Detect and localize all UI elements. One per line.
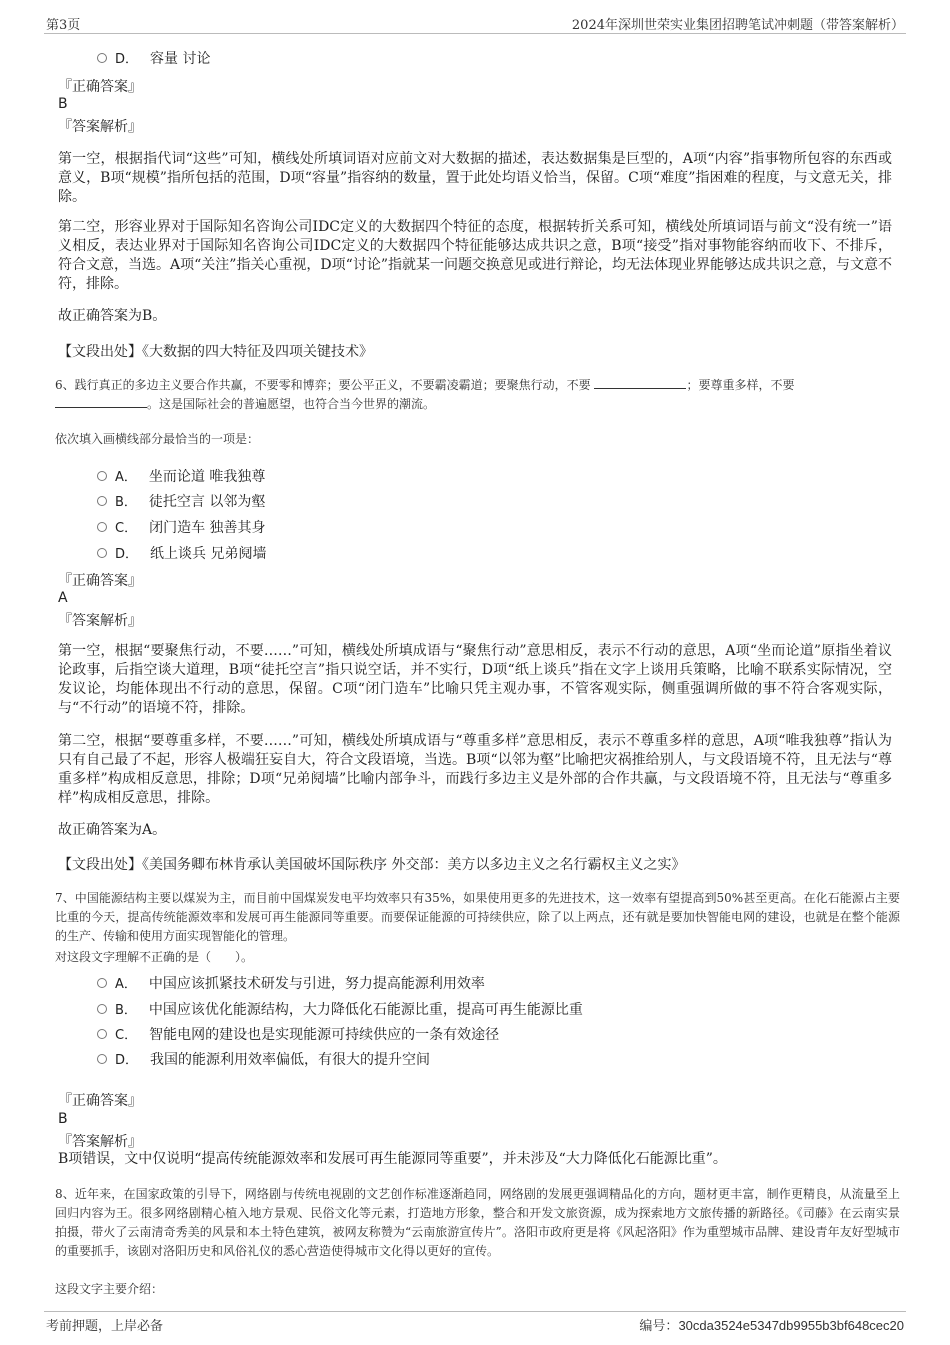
q7-answer-label: 『正确答案』 [58, 1093, 142, 1109]
q6-analysis-paragraph-2: 第二空，根据“要尊重多样，不要……”可知，横线处所填成语与“尊重多样”意思相反，表示不尊重多样的意思，A项“唯我独尊”指认为只有自己最了不起，形容人极端狂妄自大，符合文段语境，当选。B项“以邻为壑”比喻把灾祸推给别人，与文段语境不符，且无法与“尊重多样”构成相反意思，排除；D项“兄弟阋墙”比喻内部争斗，而践行多边主义是外部的合作共赢，与文段语境不符，且无法与“尊重多样”构成相反意思，排除。 [58, 733, 892, 806]
radio-icon[interactable] [97, 1054, 107, 1064]
q6-stem-part-2: ；要尊重多样，不要 [686, 378, 795, 392]
option-key: C． [115, 1028, 138, 1043]
q6-stem-part-1: 6、践行真正的多边主义要合作共赢，不要零和博弈；要公平正义，不要霸凌霸道；要聚焦行动，不要 [55, 378, 591, 392]
q5-option-d[interactable] [97, 48, 210, 68]
q7-analysis-label: 『答案解析』 [58, 1134, 142, 1150]
q6-option-a[interactable] [97, 466, 265, 486]
option-key: A． [115, 470, 137, 485]
page-number: 第3页 [46, 18, 81, 33]
q7-prompt: 对这段文字理解不正确的是（ ）。 [55, 950, 254, 964]
option-key: B． [115, 495, 137, 510]
q6-option-c[interactable] [97, 517, 266, 537]
q5-source: 【文段出处】《大数据的四大特征及四项关键技术》 [58, 344, 373, 360]
option-key: D． [115, 547, 139, 562]
option-text: 智能电网的建设也是实现能源可持续供应的一条有效途径 [149, 1027, 500, 1043]
radio-icon[interactable] [97, 53, 107, 63]
q6-answer-label: 『正确答案』 [58, 573, 142, 589]
footer-code [639, 1315, 904, 1334]
q6-option-d[interactable] [97, 543, 266, 563]
radio-icon[interactable] [97, 522, 107, 532]
q6-stem [55, 376, 900, 414]
option-text: 闭门造车 独善其身 [149, 520, 266, 536]
q7-option-d[interactable] [97, 1049, 430, 1069]
option-key: D． [115, 1053, 139, 1068]
option-text: 中国应该抓紧技术研发与引进，努力提高能源利用效率 [148, 976, 485, 992]
radio-icon[interactable] [97, 471, 107, 481]
fill-blank [55, 395, 147, 408]
q7-stem: 7、中国能源结构主要以煤炭为主，而目前中国煤炭发电平均效率只有35%，如果使用更多的先进技术，这一效率有望提高到50%甚至更高。在化石能源占主要比重的今天，提高传统能源效率和发展可再生能源同等重要。而要保证能源的可持续供应，除了以上两点，还有就是要加快智能电网的建设，也就是在整个能源的生产、传输和使用方面实现智能化的管理。 [55, 891, 900, 943]
q6-analysis-paragraph-1: 第一空，根据“要聚焦行动，不要……”可知，横线处所填成语与“聚焦行动”意思相反，表示不行动的意思，A项“坐而论道”原指坐着议论政事，后指空谈大道理，B项“徒托空言”指只说空话，并不实行，D项“纸上谈兵”指在文字上谈用兵策略，比喻不联系实际情况，空发议论，均能体现出不行动的意思，保留。C项“闭门造车”比喻只凭主观办事，不管客观实际，侧重强调所做的事不符合客观实际，与“不行动”的语境不符，排除。 [58, 643, 892, 716]
q6-stem-part-3: 。这是国际社会的普遍愿望，也符合当今世界的潮流。 [147, 397, 436, 411]
q6-analysis-label: 『答案解析』 [58, 613, 142, 629]
footer-divider [44, 1311, 906, 1312]
q5-answer-value: B [58, 96, 68, 112]
q5-analysis-paragraph-1: 第一空，根据指代词“这些”可知，横线处所填词语对应前文对大数据的描述，表达数据集是巨型的，A项“内容”指事物所包容的东西或意义，B项“规模”指所包括的范围，D项“容量”指容纳的数量，置于此处均语义恰当，保留。C项“难度”指困难的程度，与文意无关，排除。 [58, 151, 892, 205]
option-key: C． [115, 521, 138, 536]
document-title: 2024年深圳世荣实业集团招聘笔试冲刺题（带答案解析） [571, 18, 904, 33]
q7-option-c[interactable] [97, 1024, 499, 1044]
q5-conclusion: 故正确答案为B。 [58, 308, 167, 324]
q6-conclusion: 故正确答案为A。 [58, 822, 167, 838]
option-text: 我国的能源利用效率偏低，有很大的提升空间 [150, 1052, 431, 1068]
radio-icon[interactable] [97, 548, 107, 558]
option-key: B． [115, 1003, 137, 1018]
radio-icon[interactable] [97, 1029, 107, 1039]
option-text: 容量 讨论 [150, 51, 211, 67]
footer-slogan: 考前押题，上岸必备 [46, 1319, 164, 1334]
q7-option-b[interactable] [97, 999, 583, 1019]
footer-code-label: 编号： [639, 1319, 679, 1334]
option-text: 中国应该优化能源结构，大力降低化石能源比重，提高可再生能源比重 [148, 1002, 583, 1018]
radio-icon[interactable] [97, 496, 107, 506]
q8-prompt: 这段文字主要介绍： [55, 1282, 164, 1296]
option-text: 坐而论道 唯我独尊 [148, 469, 266, 485]
q5-analysis-label: 『答案解析』 [58, 119, 142, 135]
q6-prompt: 依次填入画横线部分最恰当的一项是： [55, 432, 260, 446]
option-key: D． [115, 52, 139, 67]
q6-option-b[interactable] [97, 491, 265, 511]
q6-source: 【文段出处】《美国务卿布林肯承认美国破坏国际秩序 外交部：美方以多边主义之名行霸权主义之实》 [58, 857, 686, 873]
option-key: A． [115, 977, 137, 992]
footer-code-value: 30cda3524e5347db9955b3bf648cec20 [678, 1318, 904, 1333]
q7-answer-value: B [58, 1111, 68, 1127]
header-divider [44, 33, 906, 34]
option-text: 徒托空言 以邻为壑 [148, 494, 266, 510]
fill-blank [594, 376, 686, 389]
q6-answer-value: A [58, 590, 68, 606]
q5-analysis-paragraph-2: 第二空，形容业界对于国际知名咨询公司IDC定义的大数据四个特征的态度，根据转折关系可知，横线处所填词语与前文“没有统一”语义相反，表达业界对于国际知名咨询公司IDC定义的大数据四个特征能够达成共识之意，B项“接受”指对事物能容纳而收下、不排斥，符合文意，当选。A项“关注”指关心重视，D项“讨论”指就某一问题交换意见或进行辩论，均无法体现业界能够达成共识之意，与文意不符，排除。 [58, 219, 892, 292]
q7-analysis: B项错误，文中仅说明“提高传统能源效率和发展可再生能源同等重要”，并未涉及“大力降低化石能源比重”。 [58, 1151, 727, 1167]
option-text: 纸上谈兵 兄弟阋墙 [150, 546, 267, 562]
q8-stem: 8、近年来，在国家政策的引导下，网络剧与传统电视剧的文艺创作标准逐渐趋同，网络剧的发展更强调精品化的方向，题材更丰富，制作更精良，从流量至上回归内容为王。很多网络剧精心植入地方景观、民俗文化等元素，打造地方形象，整合和开发文旅资源，成为探索地方文旅传播的新路径。《司藤》在云南实景拍摄，带火了云南清奇秀美的风景和本土特色建筑，被网友称赞为“云南旅游宣传片”。洛阳市政府更是将《风起洛阳》作为重塑城市品牌、建设青年友好型城市的重要抓手，该剧对洛阳历史和风俗礼仪的悉心营造使得城市文化得以更好的宣传。 [55, 1187, 900, 1258]
q5-answer-label: 『正确答案』 [58, 79, 142, 95]
radio-icon[interactable] [97, 1004, 107, 1014]
radio-icon[interactable] [97, 978, 107, 988]
q7-option-a[interactable] [97, 973, 485, 993]
